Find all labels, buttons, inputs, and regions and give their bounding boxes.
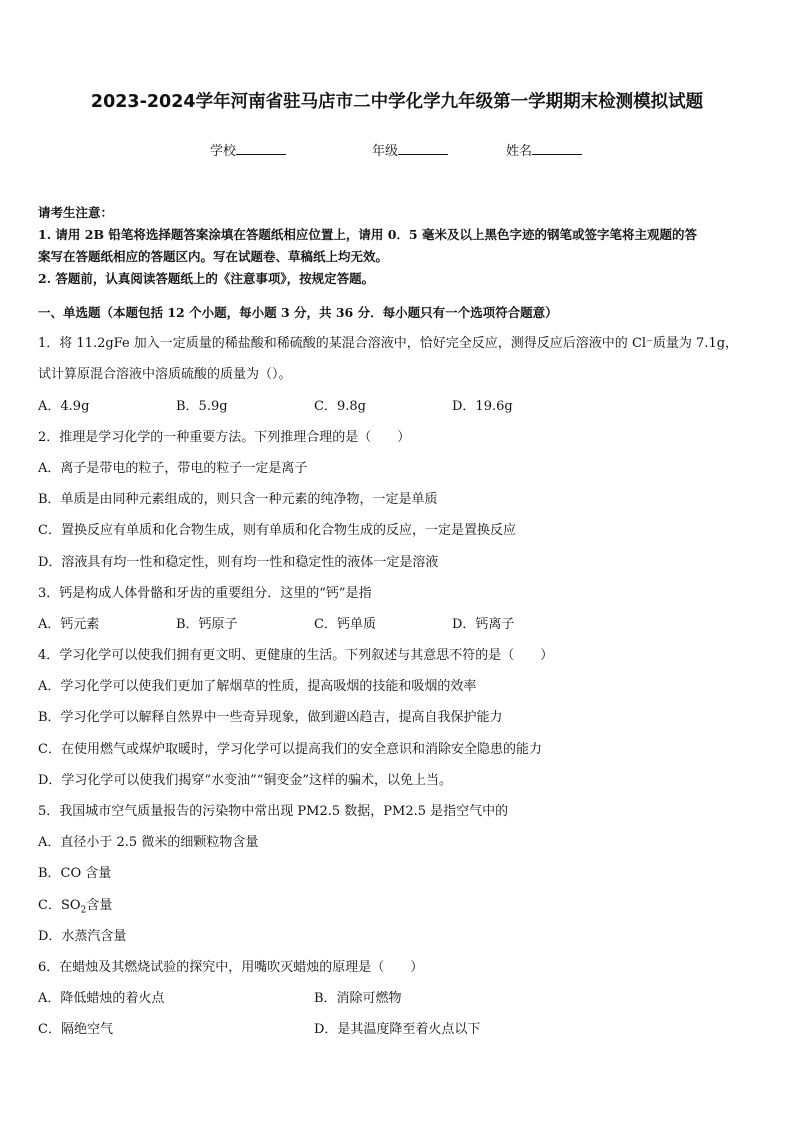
school-field[interactable] bbox=[210, 140, 286, 159]
questions bbox=[38, 303, 762, 1052]
question-1-stem: 1．将 11.2gFe 加入一定质量的稀盐酸和稀硫酸的某混合溶液中，恰好完全反应，测得反应后溶液中的 Cl⁻质量为 7.1g， bbox=[38, 336, 739, 352]
option-a[interactable]: A．钙元素 bbox=[38, 616, 100, 632]
option-b[interactable]: B．单质是由同种元素组成的，则只含一种元素的纯净物，一定是单质 bbox=[38, 492, 438, 508]
option-c-prefix: C．SO bbox=[38, 897, 81, 913]
option-c[interactable]: C．隔绝空气 bbox=[38, 1022, 113, 1038]
question-6-options-row-2 bbox=[38, 1020, 762, 1051]
option-a[interactable]: A．4.9g bbox=[38, 398, 90, 414]
question-6-options-row-1 bbox=[38, 989, 762, 1020]
notice-line: 1. 请用 2B 铅笔将选择题答案涂填在答题纸相应位置上，请用 0．5 毫米及以上黑色字迹的钢笔或签字笔将主观题的答 bbox=[38, 227, 697, 242]
notice-heading: 请考生注意： bbox=[38, 205, 114, 220]
option-a[interactable]: A．降低蜡烛的着火点 bbox=[38, 991, 165, 1007]
question-4-stem: 4．学习化学可以使我们拥有更文明、更健康的生活。下列叙述与其意思不符的是（ ） bbox=[38, 648, 554, 664]
option-a[interactable]: A．离子是带电的粒子，带电的粒子一定是离子 bbox=[38, 460, 308, 476]
option-d[interactable]: D．学习化学可以使我们揭穿“水变油”“铜变金”这样的骗术，以免上当。 bbox=[38, 772, 453, 788]
school-label: 学校 bbox=[210, 144, 237, 159]
option-c[interactable] bbox=[38, 896, 762, 927]
question-3-options bbox=[38, 615, 762, 646]
question-1-options bbox=[38, 397, 762, 428]
grade-blank[interactable] bbox=[398, 142, 448, 155]
question-2-stem: 2．推理是学习化学的一种重要方法。下列推理合理的是（ ） bbox=[38, 429, 411, 445]
option-d[interactable]: D．水蒸汽含量 bbox=[38, 928, 127, 944]
subscript: 2 bbox=[80, 905, 87, 916]
option-c[interactable]: C．在使用燃气或煤炉取暖时，学习化学可以提高我们的安全意识和消除安全隐患的能力 bbox=[38, 741, 542, 757]
name-field[interactable] bbox=[506, 140, 582, 159]
option-d[interactable]: D．钙离子 bbox=[452, 616, 515, 632]
question-5-stem: 5．我国城市空气质量报告的污染物中常出现 PM2.5 数据，PM2.5 是指空气中的 bbox=[38, 804, 509, 819]
option-c[interactable]: C．置换反应有单质和化合物生成，则有单质和化合物生成的反应，一定是置换反应 bbox=[38, 523, 516, 539]
school-blank[interactable] bbox=[236, 142, 286, 155]
student-info-row bbox=[0, 140, 794, 160]
question-1-stem-cont: 试计算原混合溶液中溶质硫酸的质量为（）。 bbox=[38, 367, 292, 383]
option-c-suffix: 含量 bbox=[86, 897, 113, 913]
grade-field[interactable] bbox=[372, 140, 448, 159]
option-b[interactable]: B．学习化学可以解释自然界中一些奇异现象，做到避凶趋吉，提高自我保护能力 bbox=[38, 710, 503, 726]
option-c[interactable]: C．钙单质 bbox=[314, 616, 376, 632]
exam-notice bbox=[38, 202, 760, 290]
notice-line: 2. 答题前，认真阅读答题纸上的《注意事项》，按规定答题。 bbox=[38, 271, 375, 286]
option-b[interactable]: B．钙原子 bbox=[176, 616, 238, 632]
option-d[interactable]: D．19.6g bbox=[452, 398, 513, 414]
option-a[interactable]: A．学习化学可以使我们更加了解烟草的性质，提高吸烟的技能和吸烟的效率 bbox=[38, 679, 477, 695]
exam-title: 2023-2024学年河南省驻马店市二中学化学九年级第一学期期末检测模拟试题 bbox=[90, 92, 704, 112]
option-d[interactable]: D．是其温度降至着火点以下 bbox=[314, 1022, 481, 1038]
option-b[interactable]: B．5.9g bbox=[176, 398, 228, 414]
option-d[interactable]: D．溶液具有均一性和稳定性，则有均一性和稳定性的液体一定是溶液 bbox=[38, 554, 439, 570]
option-c[interactable]: C．9.8g bbox=[314, 398, 366, 414]
option-b[interactable]: B．CO 含量 bbox=[38, 866, 112, 882]
option-b[interactable]: B．消除可燃物 bbox=[314, 991, 402, 1007]
question-6-stem: 6．在蜡烛及其燃烧试验的探究中，用嘴吹灭蜡烛的原理是（ ） bbox=[38, 959, 424, 975]
option-a[interactable]: A．直径小于 2.5 微米的细颗粒物含量 bbox=[38, 835, 259, 851]
notice-line: 案写在答题纸相应的答题区内。写在试题卷、草稿纸上均无效。 bbox=[38, 249, 389, 264]
name-blank[interactable] bbox=[532, 142, 582, 155]
section-heading: 一、单选题（本题包括 12 个小题，每小题 3 分，共 36 分．每小题只有一个选项符合题意） bbox=[38, 305, 558, 320]
name-label: 姓名 bbox=[506, 144, 533, 159]
question-3-stem: 3．钙是构成人体骨骼和牙齿的重要组分．这里的“钙”是指 bbox=[38, 585, 372, 601]
grade-label: 年级 bbox=[372, 144, 399, 159]
